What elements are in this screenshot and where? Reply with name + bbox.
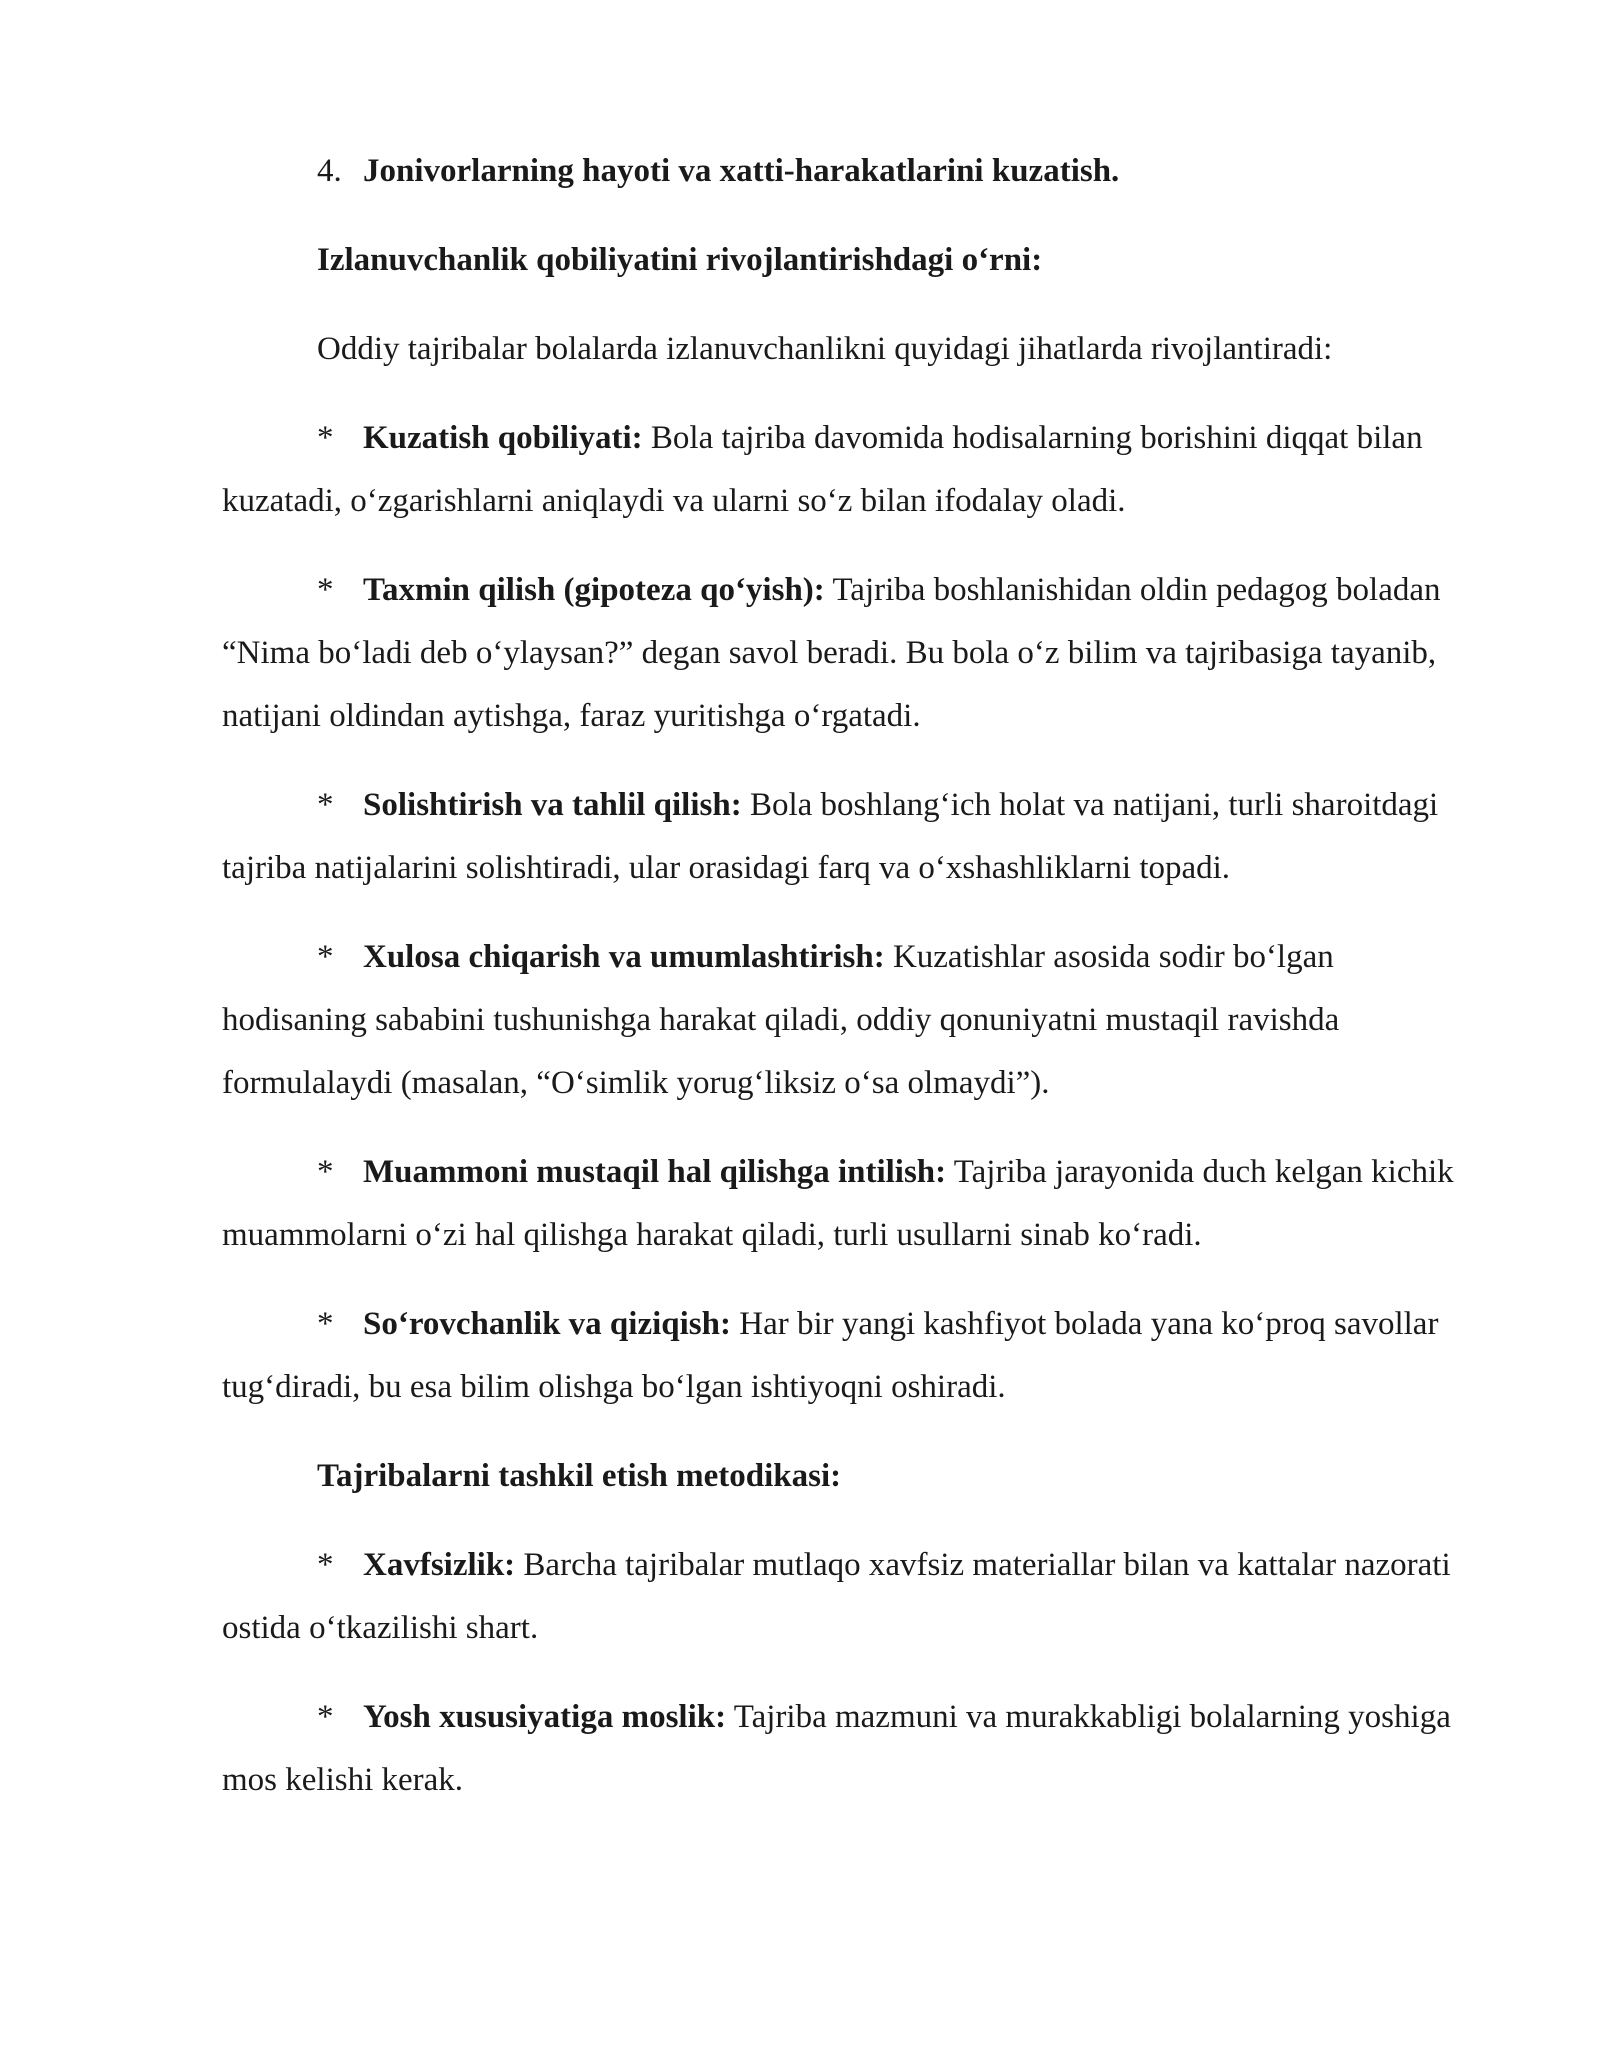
bullet-marker: * [317,1306,334,1342]
bullet-item [222,559,1462,748]
bullet-marker: * [317,420,334,456]
bullet-term: Xulosa chiqarish va umumlashtirish: [363,939,885,975]
bullet-marker: * [317,939,334,975]
bullet-text: Bola tajriba davomida hodisalarning borishini diqqat bilan kuzatadi, oʻzgarishlarni aniqlaydi va ularni soʻz bilan ifodalay oladi. [222,420,1423,519]
bullet-item [222,774,1462,900]
bullet-text: Tajriba jarayonida duch kelgan kichik muammolarni oʻzi hal qilishga harakat qiladi, turli usullarni sinab koʻradi. [222,1154,1454,1253]
bullet-text: Kuzatishlar asosida sodir boʻlgan hodisaning sababini tushunishga harakat qiladi, oddiy qonuniyatni mustaqil ravishda formulalaydi (masalan, “Oʻsimlik yorugʻliksiz oʻsa olmaydi”). [222,939,1340,1101]
bullet-item [222,1686,1462,1812]
bullet-term: Muammoni mustaqil hal qilishga intilish: [363,1154,947,1190]
bullet-text: Har bir yangi kashfiyot bolada yana koʻproq savollar tugʻdiradi, bu esa bilim olishga boʻlgan ishtiyoqni oshiradi. [222,1306,1439,1405]
bullet-marker: * [317,1699,334,1735]
section-item-4 [222,140,1462,203]
bullet-term: Kuzatish qobiliyati: [363,420,643,456]
bullet-item [222,1141,1462,1267]
heading-role: Izlanuvchanlik qobiliyatini rivojlantirishdagi oʻrni: [317,242,1043,278]
bullet-text: Tajriba mazmuni va murakkabligi bolalarning yoshiga mos kelishi kerak. [222,1699,1451,1798]
bullet-text: Bola boshlangʻich holat va natijani, turli sharoitdagi tajriba natijalarini solishtiradi, ular orasidagi farq va oʻxshashliklarni topadi. [222,787,1439,886]
bullet-term: Yosh xususiyatiga moslik: [363,1699,727,1735]
document-page [222,140,1462,1838]
section-number: 4. [317,153,342,189]
bullet-text: Barcha tajribalar mutlaqo xavfsiz materiallar bilan va kattalar nazorati ostida oʻtkazilishi shart. [222,1547,1451,1646]
bullet-term: Taxmin qilish (gipoteza qoʻyish): [363,572,825,608]
bullet-item [222,926,1462,1115]
bullet-marker: * [317,1547,334,1583]
intro-paragraph: Oddiy tajribalar bolalarda izlanuvchanlikni quyidagi jihatlarda rivojlantiradi: [317,331,1333,367]
section-title: Jonivorlarning hayoti va xatti-harakatlarini kuzatish. [363,153,1120,189]
bullet-item [222,407,1462,533]
bullet-marker: * [317,572,334,608]
bullet-marker: * [317,787,334,823]
bullet-text: Tajriba boshlanishidan oldin pedagog boladan “Nima boʻladi deb oʻylaysan?” degan savol beradi. Bu bola oʻz bilim va tajribasiga tayanib, natijani oldindan aytishga, faraz yuritishga oʻrgatadi. [222,572,1441,734]
bullet-item [222,1293,1462,1419]
bullet-term: Xavfsizlik: [363,1547,516,1583]
bullet-term: Solishtirish va tahlil qilish: [363,787,742,823]
bullet-item [222,1534,1462,1660]
heading-method: Tajribalarni tashkil etish metodikasi: [317,1458,842,1494]
bullet-term: Soʻrovchanlik va qiziqish: [363,1306,731,1342]
bullet-marker: * [317,1154,334,1190]
